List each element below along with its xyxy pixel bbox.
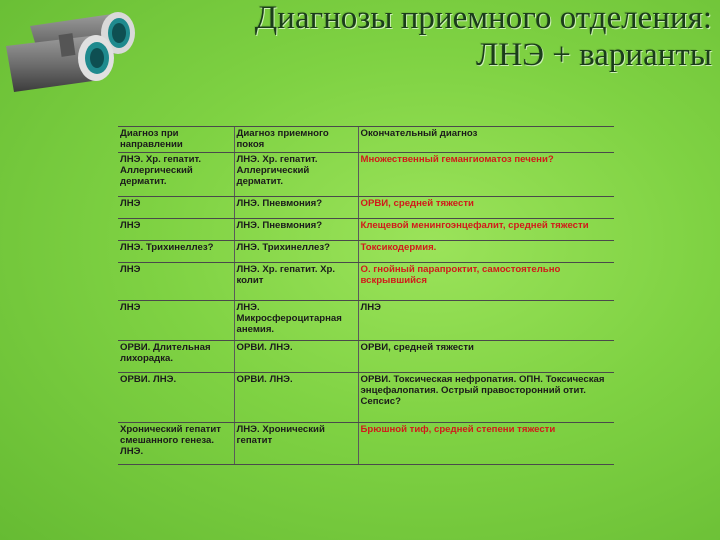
title-line-1: Диагнозы приемного отделения: <box>254 0 712 36</box>
title-line-2: ЛНЭ + варианты <box>476 37 712 73</box>
cell-admission: ЛНЭ. Пневмония? <box>234 197 358 219</box>
cell-final: Токсикодермия. <box>358 241 614 263</box>
table-header-row <box>118 127 614 153</box>
cell-referral: ЛНЭ <box>118 197 234 219</box>
header-referral: Диагноз при направлении <box>118 127 234 153</box>
cell-final: ОРВИ. Токсическая нефропатия. ОПН. Токсическая энцефалопатия. Острый правосторонний отит. Сепсис? <box>358 373 614 423</box>
cell-referral: ОРВИ. ЛНЭ. <box>118 373 234 423</box>
cell-final: ОРВИ, средней тяжести <box>358 197 614 219</box>
cell-referral: ЛНЭ. Хр. гепатит. Аллергический дерматит. <box>118 153 234 197</box>
header-final: Окончательный диагноз <box>358 127 614 153</box>
cell-admission: ЛНЭ. Хронический гепатит <box>234 423 358 465</box>
table-row <box>118 153 614 197</box>
table-row <box>118 341 614 373</box>
cell-referral: ЛНЭ <box>118 301 234 341</box>
cell-final: ОРВИ, средней тяжести <box>358 341 614 373</box>
table-row <box>118 219 614 241</box>
slide-title <box>152 0 712 74</box>
table-row <box>118 423 614 465</box>
cell-final: Брюшной тиф, средней степени тяжести <box>358 423 614 465</box>
table-row <box>118 263 614 301</box>
cell-referral: ОРВИ. Длительная лихорадка. <box>118 341 234 373</box>
cell-referral: ЛНЭ <box>118 263 234 301</box>
cell-admission: ОРВИ. ЛНЭ. <box>234 341 358 373</box>
cell-final: Множественный гемангиоматоз печени? <box>358 153 614 197</box>
table-row <box>118 197 614 219</box>
cell-admission: ЛНЭ. Хр. гепатит. Аллергический дерматит. <box>234 153 358 197</box>
cell-referral: Хронический гепатит смешанного генеза. ЛНЭ. <box>118 423 234 465</box>
header-admission: Диагноз приемного покоя <box>234 127 358 153</box>
binoculars-icon <box>0 0 160 100</box>
cell-final: Клещевой менингоэнцефалит, средней тяжести <box>358 219 614 241</box>
cell-admission: ОРВИ. ЛНЭ. <box>234 373 358 423</box>
cell-final: О. гнойный парапроктит, самостоятельно вскрывшийся <box>358 263 614 301</box>
table-row <box>118 241 614 263</box>
cell-referral: ЛНЭ <box>118 219 234 241</box>
cell-admission: ЛНЭ. Хр. гепатит. Хр. колит <box>234 263 358 301</box>
cell-admission: ЛНЭ. Микросфероцитарная анемия. <box>234 301 358 341</box>
cell-final: ЛНЭ <box>358 301 614 341</box>
diagnosis-table <box>118 126 614 465</box>
diagnosis-table-container <box>118 126 614 465</box>
table-row <box>118 373 614 423</box>
cell-admission: ЛНЭ. Пневмония? <box>234 219 358 241</box>
table-row <box>118 301 614 341</box>
cell-referral: ЛНЭ. Трихинеллез? <box>118 241 234 263</box>
cell-admission: ЛНЭ. Трихинеллез? <box>234 241 358 263</box>
